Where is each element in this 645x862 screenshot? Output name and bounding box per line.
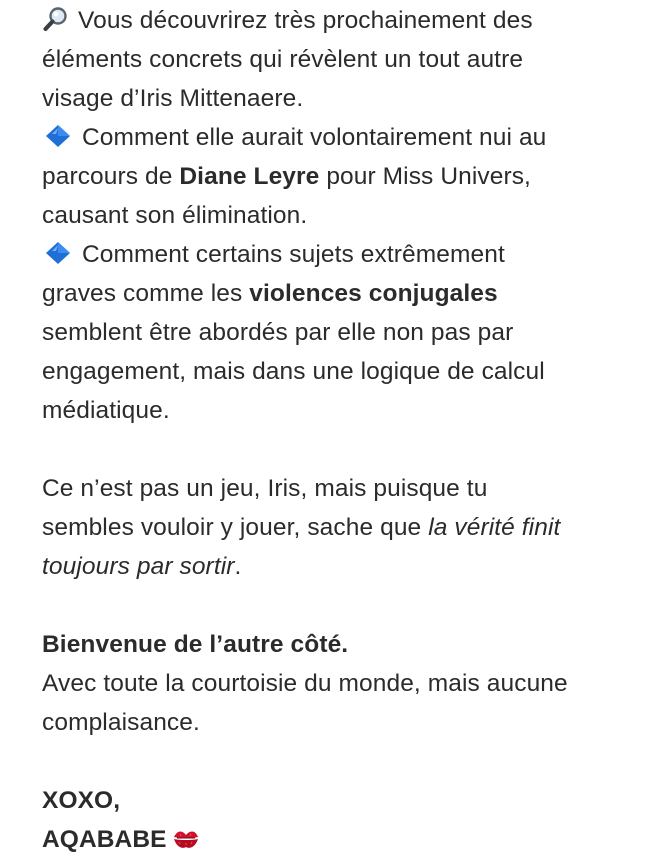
message-body	[42, 1, 622, 859]
paragraph-3-heading: Bienvenue de l’autre côté.	[42, 631, 349, 658]
bullet-1-text-2a: parcours de	[42, 163, 180, 190]
paragraph-1-line-2: éléments concrets qui révèlent un tout autre	[42, 46, 524, 73]
bullet-2-line-1	[42, 235, 622, 274]
bullet-1-text-1: Comment elle aurait volontairement nui au	[82, 124, 547, 151]
signoff-line-2	[42, 820, 622, 859]
blue-diamond-icon	[44, 240, 72, 266]
paragraph-2-italic-3: toujours par sortir	[42, 553, 235, 580]
magnifying-glass-icon	[42, 6, 70, 32]
signoff-line-1: XOXO,	[42, 787, 121, 814]
paragraph-2-text-2a: sembles vouloir y jouer, sache que	[42, 514, 429, 541]
blue-diamond-icon	[44, 123, 72, 149]
bullet-1-line-1	[42, 118, 622, 157]
paragraph-1-text-1: Vous découvrirez très prochainement des	[78, 7, 533, 34]
bullet-2-line-5: médiatique.	[42, 397, 170, 424]
bullet-1-text-2b: pour Miss Univers,	[319, 163, 531, 190]
bullet-2-line-2	[42, 274, 622, 313]
paragraph-3-line-1: Avec toute la courtoisie du monde, mais aucune	[42, 670, 568, 697]
spacer	[42, 430, 622, 469]
spacer	[42, 586, 622, 625]
kiss-mark-icon	[171, 826, 201, 852]
paragraph-2-line-1: Ce n’est pas un jeu, Iris, mais puisque tu	[42, 475, 488, 502]
bullet-2-bold-topic: violences conjugales	[249, 280, 498, 307]
bullet-1-line-3: causant son élimination.	[42, 202, 308, 229]
bullet-2-text-1: Comment certains sujets extrêmement	[82, 241, 505, 268]
bullet-2-line-3: semblent être abordés par elle non pas par	[42, 319, 514, 346]
paragraph-1-line-1	[42, 1, 622, 40]
bullet-2-line-4: engagement, mais dans une logique de calcul	[42, 358, 545, 385]
paragraph-2-italic-2: la vérité finit	[428, 514, 561, 541]
spacer	[42, 742, 622, 781]
paragraph-3-line-2: complaisance.	[42, 709, 200, 736]
bullet-2-text-2a: graves comme les	[42, 280, 250, 307]
signoff-signature: AQABABE	[42, 826, 167, 853]
bullet-1-bold-name: Diane Leyre	[179, 163, 320, 190]
paragraph-1-line-3: visage d’Iris Mittenaere.	[42, 85, 304, 112]
bullet-1-line-2	[42, 157, 622, 196]
paragraph-2-line-2	[42, 508, 622, 547]
paragraph-2-line-3	[42, 547, 622, 586]
paragraph-2-text-3: .	[234, 553, 242, 580]
